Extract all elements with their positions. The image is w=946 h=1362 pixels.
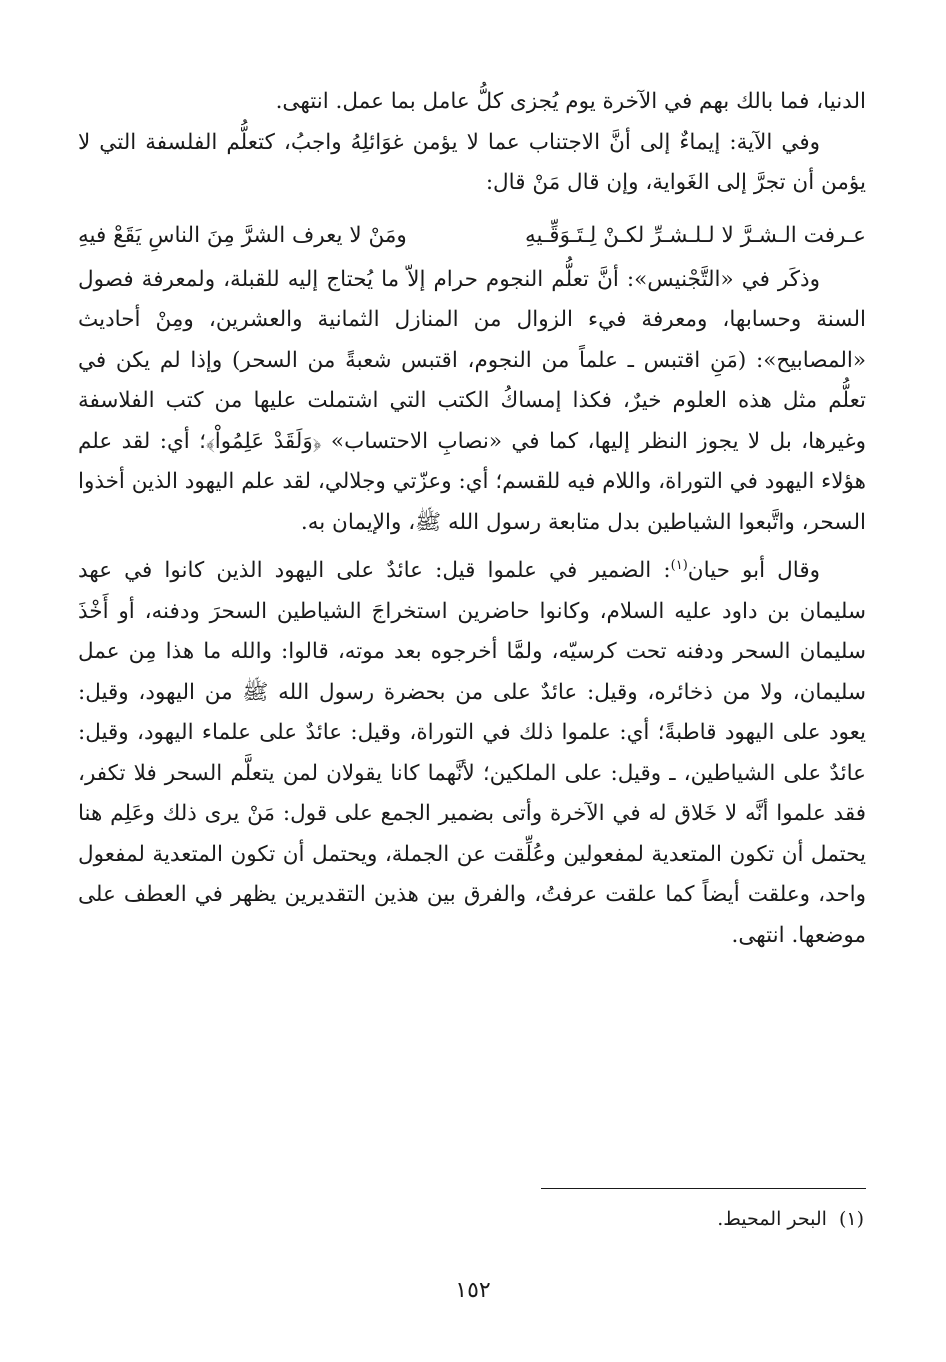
footnote-marker[interactable]: (١)	[670, 557, 688, 573]
paragraph-4	[78, 551, 866, 956]
footnote-number: (١)	[838, 1208, 864, 1230]
footnote-divider	[541, 1188, 866, 1189]
paragraph-1: الدنيا، فما بالك بهم في الآخرة يوم يُجزى كلُّ عامل بما عمل. انتهى.	[275, 89, 866, 114]
page-body	[78, 82, 866, 956]
paragraph-4-text: : الضمير في علموا قيل: عائدٌ على اليهود الذين كانوا في عهد سليمان بن داود عليه السلام، وكانوا حاضرين استخراجَ الشياطين السحرَ ودفنه، أو أَخْذَ سليمان السحر ودفنه تحت كرسيّه، ولمَّا أخرجوه بعد موته، قالوا: والله ما هذا مِن عمل سليمان، ولا من ذخائره، وقيل: عائدٌ على من بحضرة رسول الله ﷺ من اليهود، وقيل: يعود على اليهود قاطبةً؛ أي: علموا ذلك في التوراة، وقيل: عائدٌ على علماء اليهود، وقيل: عائدٌ على الشياطين، ـ وقيل: على الملكين؛ لأنَّهما كانا يقولان لمن يتعلَّم السحر فلا تكفر، فقد علموا أنَّه لا خَلاق له في الآخرة وأتى بضمير الجمع على قول: مَنْ يرى ذلك وعَلِم هنا يحتمل أن تكون المتعدية لمفعولين وعُلِّقت عن الجملة، ويحتمل أن تكون المتعدية لمفعول واحد، وعلقت أيضاً كما علقت عرفتُ، والفرق بين هذين التقديرين يظهر في العطف على موضعها. انتهى.	[78, 558, 866, 948]
verse-line	[78, 216, 866, 256]
paragraph-4-lead: وقال أبو حيان	[687, 558, 821, 583]
verse-hemistich-second: ومَنْ لا يعرف الشرَّ مِنَ الناسِ يَقَعْ فيهِ	[78, 222, 407, 248]
verse-hemistich-first: عـرفت الـشـرَّ لا لـلـشـرِّ لكـنْ لِـتَـوَقِّـيهِ	[524, 222, 866, 248]
footnote-text: البحر المحيط.	[717, 1208, 827, 1230]
footnote	[717, 1204, 864, 1234]
page-number: ١٥٢	[455, 1278, 491, 1303]
paragraph-2: وفي الآية: إيماءٌ إلى أنَّ الاجتناب عما لا يؤمن غوَائلِهُ واجبُ، كتعلُّم الفلسفة التي لا يؤمن أن تجرَّ إلى الغَواية، وإن قال مَنْ قال:	[78, 129, 866, 195]
paragraph-3: وذكَر في «التَّجْنيس»: أنَّ تعلُّم النجوم حرام إلاّ ما يُحتاج إليه للقبلة، ولمعرفة فصول السنة وحسابها، ومعرفة فيء الزوال من المنازل الثمانية والعشرين، ومِنْ أحاديث «المصابيح»: (مَنِ اقتبس ـ علماً من النجوم، اقتبس شعبةً من السحر) وإذا لم يكن في تعلُّم مثل هذه العلوم خيرٌ، فكذا إمساكُ الكتب التي اشتملت عليها من كتب الفلاسفة وغيرها، بل لا يجوز النظر إليها، كما في «نصابِ الاحتساب» ﴿وَلَقَدْ عَلِمُواْ﴾؛ أي: لقد علم هؤلاء اليهود في التوراة، واللام فيه للقسم؛ أي: وعزّتي وجلالي، لقد علم اليهود الذين أخذوا السحر، واتَّبعوا الشياطين بدل متابعة رسول الله ﷺ، والإيمان به.	[78, 266, 866, 535]
